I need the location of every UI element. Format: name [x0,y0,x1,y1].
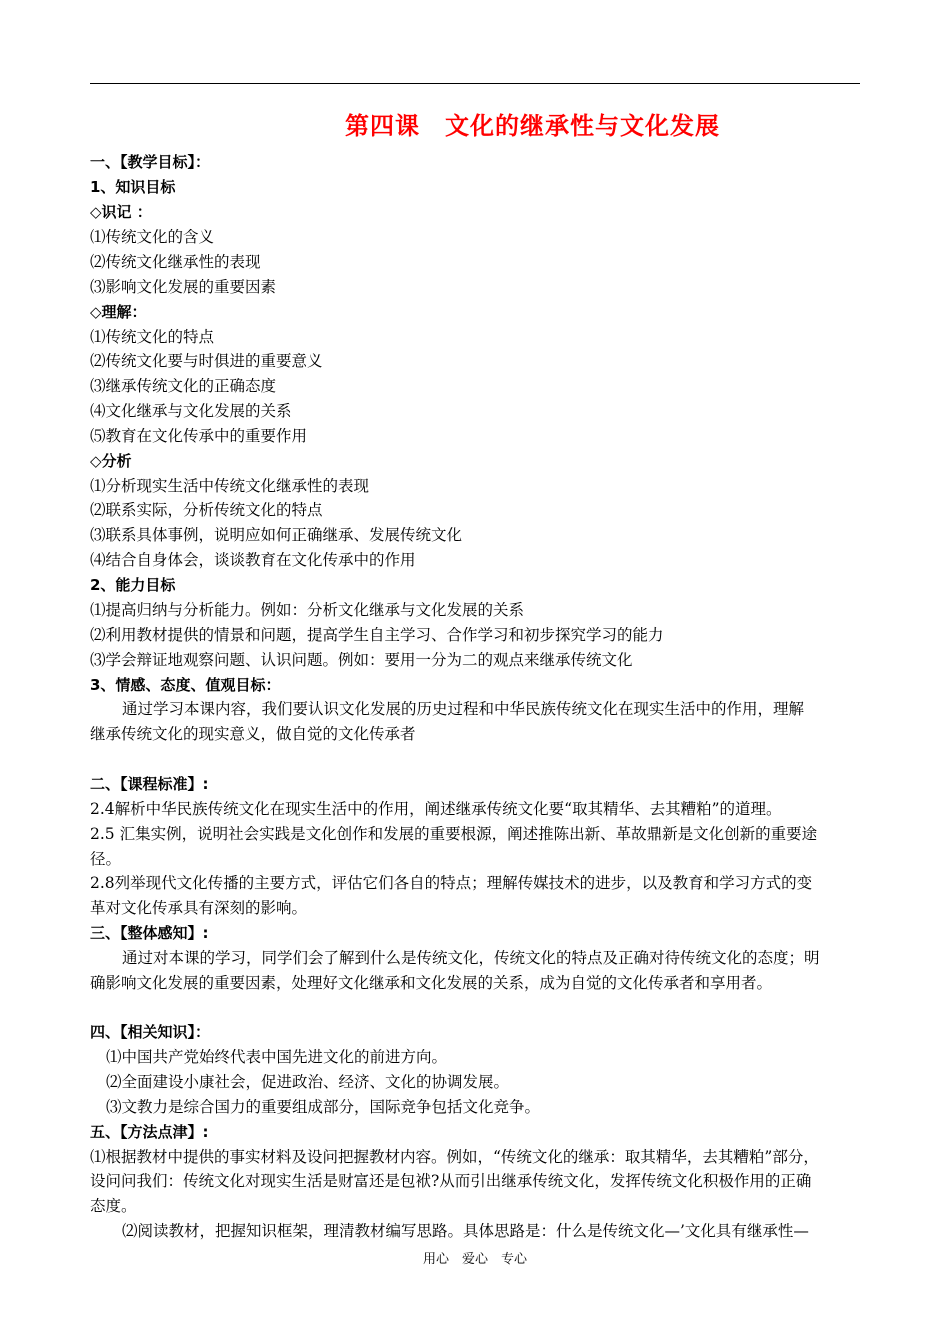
section-heading: 3、情感、态度、值观目标： [90,676,281,694]
text-line: 通过学习本课内容，我们要认识文化发展的历史过程和中华民族传统文化在现实生活中的作用，理解 [122,700,805,718]
text-line: ⑵传统文化要与时俱进的重要意义 [90,352,323,370]
text-line: ⑶继承传统文化的正确态度 [90,377,277,395]
text-line: 2.5 汇集实例，说明社会实践是文化创作和发展的重要根源，阐述推陈出新、革故鼎新是文化创新的重要途 [90,825,818,843]
header-rule [90,83,860,84]
text-line: ⑴传统文化的含义 [90,228,215,246]
text-line: ⑷文化继承与文化发展的关系 [90,402,292,420]
text-line: ⑴根据教材中提供的事实材料及设问把握教材内容。例如，“传统文化的继承：取其精华，去其糟粕”部分， [90,1148,819,1166]
text-line: ⑴中国共产党始终代表中国先进文化的前进方向。 [106,1048,448,1066]
text-line: ⑶影响文化发展的重要因素 [90,278,277,296]
section-heading: 四、【相关知识】： [90,1023,211,1041]
text-line: 2.4解析中华民族传统文化在现实生活中的作用，阐述继承传统文化要“取其精华、去其糟粕”的道理。 [90,800,782,818]
text-line: 继承传统文化的现实意义，做自觉的文化传承者 [90,725,416,743]
text-line: ⑶学会辩证地观察问题、认识问题。例如：要用一分为二的观点来继承传统文化 [90,651,633,669]
text-line: ⑵全面建设小康社会，促进政治、经济、文化的协调发展。 [106,1073,510,1091]
text-line: ⑵联系实际，分析传统文化的特点 [90,501,323,519]
section-heading: 一、【教学目标】： [90,153,211,171]
text-line: ⑵阅读教材，把握知识框架，理清教材编写思路。具体思路是：什么是传统文化—’文化具有继承性— [122,1222,809,1240]
text-line: ⑸教育在文化传承中的重要作用 [90,427,308,445]
text-line: ⑴分析现实生活中传统文化继承性的表现 [90,477,370,495]
text-line: 革对文化传承具有深刻的影响。 [90,899,308,917]
text-line: 2.8列举现代文化传播的主要方式，评估它们各自的特点；理解传媒技术的进步，以及教育和学习方式的变 [90,874,813,892]
text-line: 确影响文化发展的重要因素，处理好文化继承和文化发展的关系，成为自觉的文化传承者和享用者。 [90,974,773,992]
text-line: 态度。 [90,1197,137,1215]
text-line: 径。 [90,850,122,868]
section-heading: 三、【整体感知】: [90,924,209,942]
text-line: ⑵利用教材提供的情景和问题，提高学生自主学习、合作学习和初步探究学习的能力 [90,626,664,644]
page-title: 第四课 文化的继承性与文化发展 [345,112,720,140]
section-heading: 1、知识目标 [90,178,176,196]
text-line: 设问问我们：传统文化对现实生活是财富还是包袱?从而引出继承传统文化，发挥传统文化积极作用的正确 [90,1172,812,1190]
section-heading: 2、能力目标 [90,576,176,594]
section-heading: ◇理解： [90,303,147,321]
section-heading: ◇分析 [90,452,132,470]
text-line: ⑴提高归纳与分析能力。例如：分析文化继承与文化发展的关系 [90,601,525,619]
text-line: ⑴传统文化的特点 [90,328,215,346]
section-heading: 五、【方法点津】: [90,1123,209,1141]
text-line: ⑶文教力是综合国力的重要组成部分，国际竞争包括文化竞争。 [106,1098,541,1116]
text-line: ⑵传统文化继承性的表现 [90,253,261,271]
text-line: 通过对本课的学习，同学们会了解到什么是传统文化，传统文化的特点及正确对待传统文化的态度；明 [122,949,820,967]
page-footer: 用心 爱心 专心 [422,1252,527,1267]
text-line: ⑷结合自身体会，谈谈教育在文化传承中的作用 [90,551,416,569]
section-heading: 二、【课程标准】: [90,775,209,793]
text-line: ⑶联系具体事例，说明应如何正确继承、发展传统文化 [90,526,463,544]
section-heading: ◇识记 ： [90,203,152,221]
